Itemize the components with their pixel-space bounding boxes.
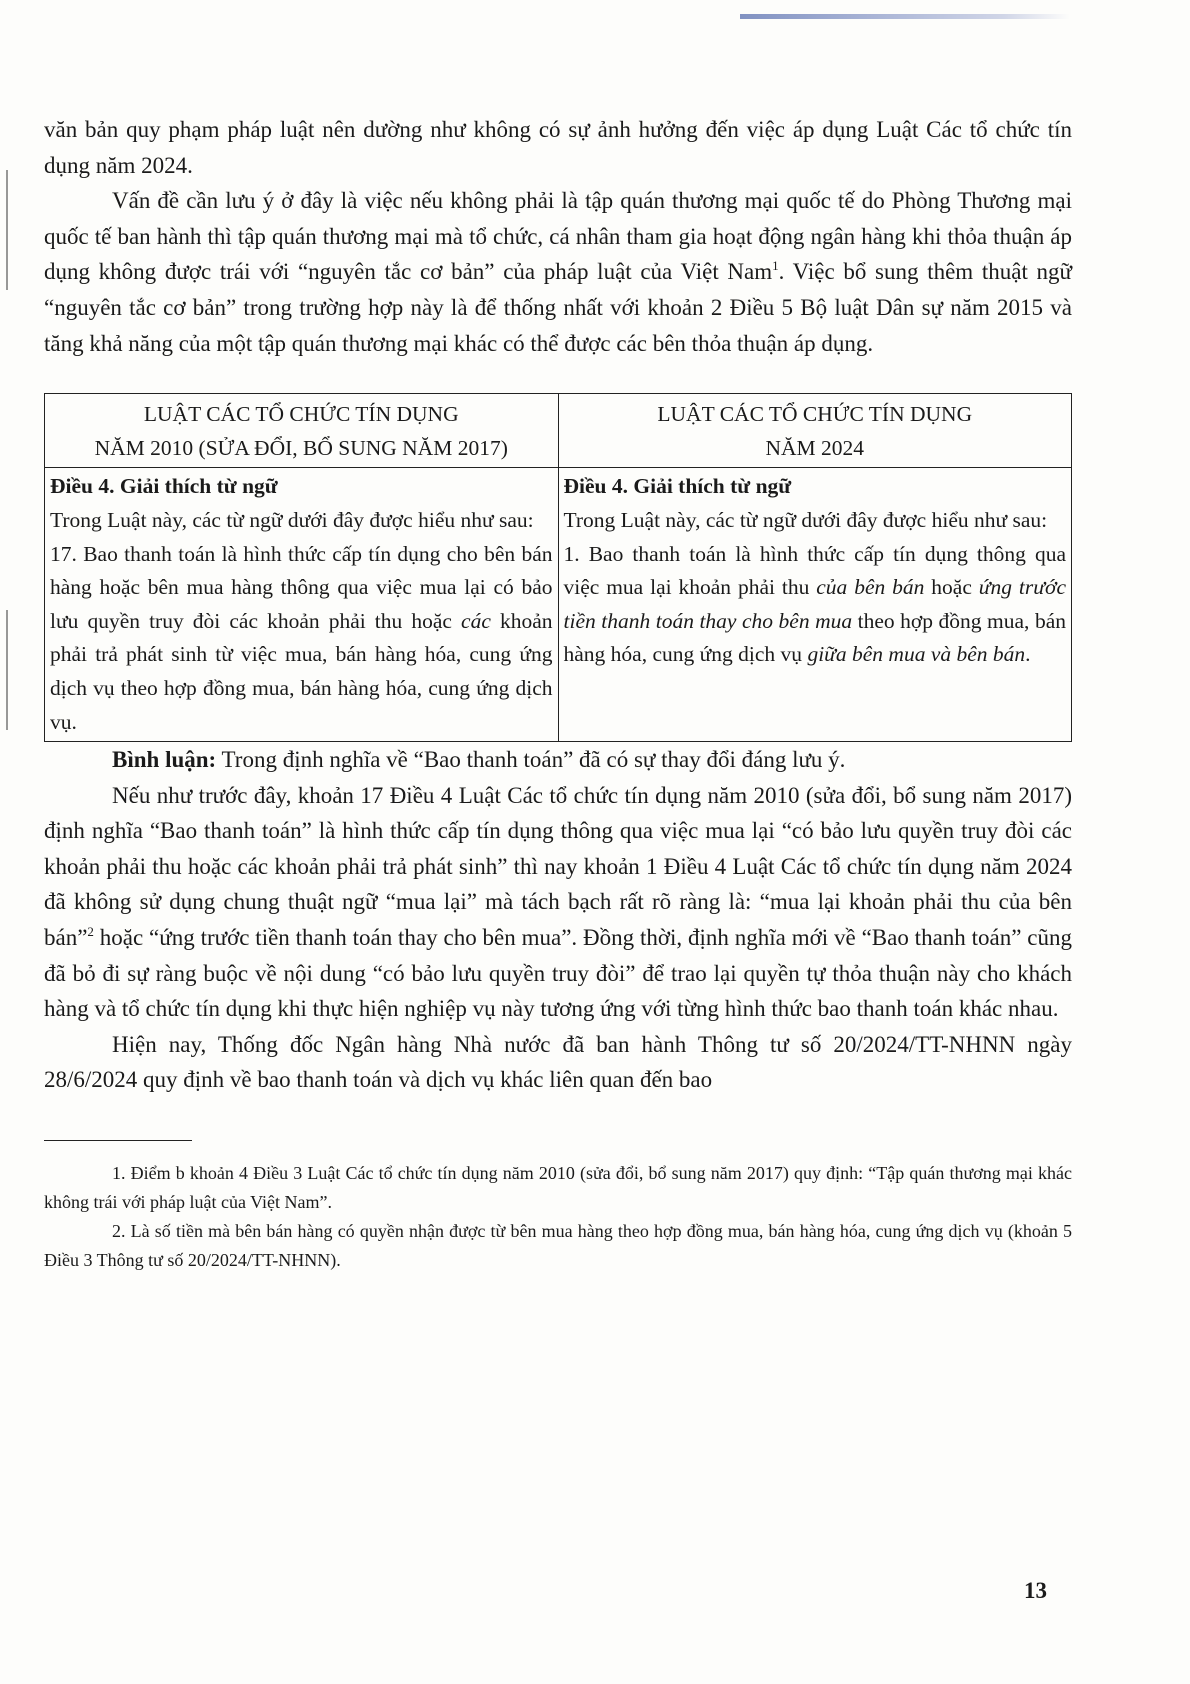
footnote-divider: [44, 1140, 192, 1141]
commentary-label: Bình luận:: [112, 747, 217, 773]
left-item-emphasis: các: [461, 608, 491, 633]
left-header-line-2: NĂM 2010 (SỬA ĐỔI, BỔ SUNG NĂM 2017): [94, 435, 508, 460]
right-item-part-c: theo hợp đồng mua, bán hàng hóa, cung ứng dịch vụ: [563, 608, 1066, 667]
commentary-paragraph-2-text-b: hoặc “ứng trước tiền thanh toán thay cho bên mua”. Đồng thời, định nghĩa mới về “Bao thanh toán” cũng đã bỏ đi sự ràng buộc về nội dung “có bảo lưu quyền truy đòi” để trao lại quyền tự thỏa thuận này cho khách hàng và tổ chức tín dụng khi thực hiện nghiệp vụ này tương ứng với từng hình thức bao thanh toán khác nhau.: [44, 925, 1072, 1022]
footnote-2: 2. Là số tiền mà bên bán hàng có quyền nhận được từ bên mua hàng theo hợp đồng mua, bán hàng hóa, cung ứng dịch vụ (khoản 5 Điều 3 Thông tư số 20/2024/TT-NHNN).: [44, 1221, 1072, 1271]
right-item-emphasis-2: ứng trước tiền thanh toán thay cho bên mua: [563, 575, 1066, 633]
right-cell: [558, 468, 1072, 742]
right-item-emphasis-1: của bên bán: [816, 575, 925, 600]
footnotes: [44, 1159, 1072, 1275]
right-article-title: Điều 4. Giải thích từ ngữ: [563, 474, 792, 499]
right-column-header: [558, 394, 1072, 468]
intro-paragraph-2-text-a: Vấn đề cần lưu ý ở đây là việc nếu không phải là tập quán thương mại quốc tế do Phòng Thương mại quốc tế ban hành thì tập quán thương mại mà tổ chức, cá nhân tham gia hoạt động ngân hàng khi thỏa thuận áp dụng không được trái với “nguyên tắc cơ bản” của pháp luật của Việt Nam: [44, 188, 1072, 285]
left-header-line-1: LUẬT CÁC TỔ CHỨC TÍN DỤNG: [143, 402, 459, 427]
intro-paragraph-2-text-b: . Việc bổ sung thêm thuật ngữ “nguyên tắc cơ bản” trong trường hợp này là để thống nhất với khoản 2 Điều 5 Bộ luật Dân sự năm 2015 và tăng khả năng của một tập quán thương mại khác có thể được các bên thỏa thuận áp dụng.: [44, 259, 1072, 356]
commentary-paragraph-1: [44, 742, 1072, 778]
left-article-title: Điều 4. Giải thích từ ngữ: [50, 474, 278, 499]
right-item-emphasis-3: giữa bên mua và bên bán: [807, 642, 1026, 667]
right-item-part-a: 1. Bao thanh toán là hình thức cấp tín dụng thông qua việc mua lại khoản phải thu: [563, 541, 1066, 600]
left-item-part-b: khoản phải trả phát sinh từ việc mua, bán hàng hóa, cung ứng dịch vụ theo hợp đồng mua, bán hàng hóa, cung ứng dịch vụ.: [50, 608, 553, 734]
left-lead-text: Trong Luật này, các từ ngữ dưới đây được hiểu như sau:: [50, 507, 534, 532]
right-item-text: [564, 538, 1067, 672]
footnote-ref-2[interactable]: 2: [87, 924, 94, 940]
footnote-1: 1. Điểm b khoản 4 Điều 3 Luật Các tổ chức tín dụng năm 2010 (sửa đổi, bổ sung năm 2017) quy định: “Tập quán thương mại khác không trái với pháp luật của Việt Nam”.: [44, 1163, 1072, 1213]
right-item-part-d: .: [1025, 642, 1031, 667]
table-header-row: [45, 394, 1072, 468]
left-item-part-a: 17. Bao thanh toán là hình thức cấp tín dụng cho bên bán hàng hoặc bên mua hàng thông qua việc mua lại có bảo lưu quyền truy đòi các khoản phải thu hoặc: [50, 541, 553, 633]
scan-artifact-top: [740, 14, 1070, 19]
right-item-part-b: hoặc: [924, 575, 979, 600]
footnote-ref-1[interactable]: 1: [772, 258, 779, 274]
comparison-table: [44, 393, 1072, 742]
intro-paragraph-2: [44, 183, 1072, 361]
page-content: [44, 112, 1072, 1275]
right-lead-text: Trong Luật này, các từ ngữ dưới đây được hiểu như sau:: [563, 507, 1048, 532]
left-item-text: [50, 538, 553, 740]
left-cell: [45, 468, 559, 742]
commentary-paragraph-2-text-a: Nếu như trước đây, khoản 17 Điều 4 Luật Các tổ chức tín dụng năm 2010 (sửa đổi, bổ sung năm 2017) định nghĩa “Bao thanh toán” là hình thức cấp tín dụng thông qua việc mua lại “có bảo lưu quyền truy đòi các khoản phải thu hoặc các khoản phải trả phát sinh” thì nay khoản 1 Điều 4 Luật Các tổ chức tín dụng năm 2024 đã không sử dụng chung thuật ngữ “mua lại” mà tách bạch rất rõ ràng là: “mua lại khoản phải thu của bên bán”: [44, 782, 1072, 951]
intro-paragraph-1: văn bản quy phạm pháp luật nên dường như không có sự ảnh hưởng đến việc áp dụng Luật Các tổ chức tín dụng năm 2024.: [44, 117, 1072, 178]
commentary-paragraph-1-text: Trong định nghĩa về “Bao thanh toán” đã có sự thay đổi đáng lưu ý.: [216, 747, 846, 773]
left-column-header: [45, 394, 559, 468]
table-row: [45, 468, 1072, 742]
scan-artifact-left: [6, 170, 8, 290]
page-number: 13: [1024, 1578, 1047, 1603]
right-header-line-1: LUẬT CÁC TỔ CHỨC TÍN DỤNG: [657, 402, 973, 427]
right-header-line-2: NĂM 2024: [765, 435, 865, 460]
scan-artifact-left-2: [6, 610, 8, 730]
commentary-paragraph-3: Hiện nay, Thống đốc Ngân hàng Nhà nước đã ban hành Thông tư số 20/2024/TT-NHNN ngày 28/6/2024 quy định về bao thanh toán và dịch vụ khác liên quan đến bao: [44, 1031, 1072, 1093]
commentary-paragraph-2: [44, 778, 1072, 1027]
